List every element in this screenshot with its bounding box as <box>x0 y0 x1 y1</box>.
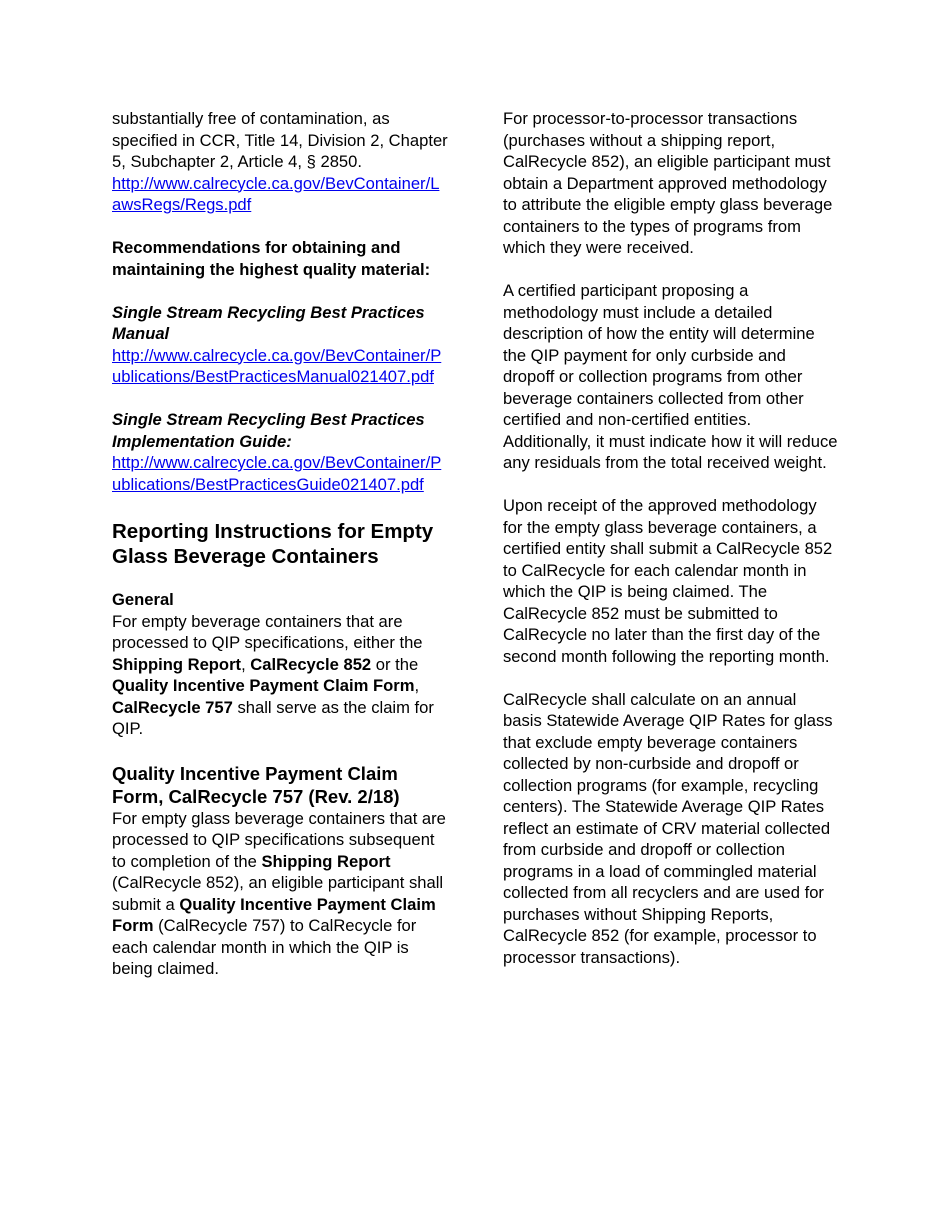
general-text-4: , <box>414 676 420 695</box>
regs-link[interactable]: http://www.calrecycle.ca.gov/BevContainer/LawsRegs/Regs.pdf <box>112 173 440 214</box>
manual-link-paragraph <box>112 345 448 388</box>
qip-bold-2: Quality Incentive Payment Claim Form <box>112 894 436 935</box>
guide-link-paragraph <box>112 452 448 495</box>
receipt-paragraph: Upon receipt of the approved methodology for the empty glass beverage containers, a certified entity shall submit a CalRecycle 852 to CalRecycle for each calendar month in which the QIP is being claimed. The CalRecycle 852 must be submitted to CalRecycle no later than the first day of the second month following the reporting month. <box>503 496 833 666</box>
general-text-3: or the <box>371 654 419 674</box>
general-text-2: , <box>241 654 251 674</box>
qip-bold-1: Shipping Report <box>261 851 391 871</box>
left-column <box>112 108 448 980</box>
qip-text-1: For empty glass beverage containers that are processed to QIP specifications subsequent to completion of the <box>112 808 446 871</box>
qip-heading: Quality Incentive Payment Claim Form, CalRecycle 757 (Rev. 2/18) <box>112 762 400 807</box>
processor-paragraph: For processor-to-processor transactions (purchases without a shipping report, CalRecycle 852), an eligible participant must obtain a Department approved methodology to attribute the eligible empty glass beverage containers to the types of programs from which they were received. <box>503 109 833 257</box>
qip-paragraph <box>112 808 448 980</box>
regs-link-paragraph <box>112 173 448 216</box>
general-bold-2: CalRecycle 852 <box>250 654 372 674</box>
intro-paragraph: substantially free of contamination, as specified in CCR, Title 14, Division 2, Chapter 5, Subchapter 2, Article 4, § 2850. <box>112 109 448 171</box>
general-bold-4: CalRecycle 757 <box>112 697 233 717</box>
general-text-1: For empty beverage containers that are processed to QIP specifications, either the <box>112 611 423 652</box>
general-text-5: shall serve as the claim for QIP. <box>112 697 434 738</box>
general-bold-3: Quality Incentive Payment Claim Form <box>112 676 415 695</box>
guide-title: Single Stream Recycling Best Practices Implementation Guide: <box>112 410 425 451</box>
methodology-paragraph: A certified participant proposing a methodology must include a detailed description of how the entity will determine the QIP payment for only curbside and dropoff or collection programs from other beverage containers collected from other certified and non-certified entities. Additionally, it must indicate how it will reduce any residuals from the total received weight. <box>503 281 838 472</box>
manual-link[interactable]: http://www.calrecycle.ca.gov/BevContainer/Publications/BestPracticesManual021407.pdf <box>112 345 442 386</box>
statewide-rates-paragraph: CalRecycle shall calculate on an annual basis Statewide Average QIP Rates for glass that exclude empty beverage containers collected by non-curbside and dropoff or collection programs (for example, recycling centers). The Statewide Average QIP Rates reflect an estimate of CRV material collected from curbside and dropoff or collection programs in a load of commingled material collected from all recyclers and are used for purchases without Shipping Reports, CalRecycle 852 (for example, processor to processor transactions). <box>503 689 833 967</box>
general-paragraph <box>112 611 448 740</box>
recommendations-heading: Recommendations for obtaining and maintaining the highest quality material: <box>112 238 431 279</box>
guide-link[interactable]: http://www.calrecycle.ca.gov/BevContainer/Publications/BestPracticesGuide021407.pdf <box>112 453 442 494</box>
qip-text-2: (CalRecycle 852), an eligible participant shall submit a <box>112 873 444 914</box>
qip-text-3: (CalRecycle 757) to CalRecycle for each calendar month in which the QIP is being claimed. <box>112 916 417 978</box>
general-bold-1: Shipping Report <box>112 654 242 674</box>
section-heading: Reporting Instructions for Empty Glass Beverage Containers <box>112 520 434 568</box>
manual-title: Single Stream Recycling Best Practices Manual <box>112 302 425 343</box>
right-column <box>503 108 839 968</box>
general-heading: General <box>112 590 174 609</box>
